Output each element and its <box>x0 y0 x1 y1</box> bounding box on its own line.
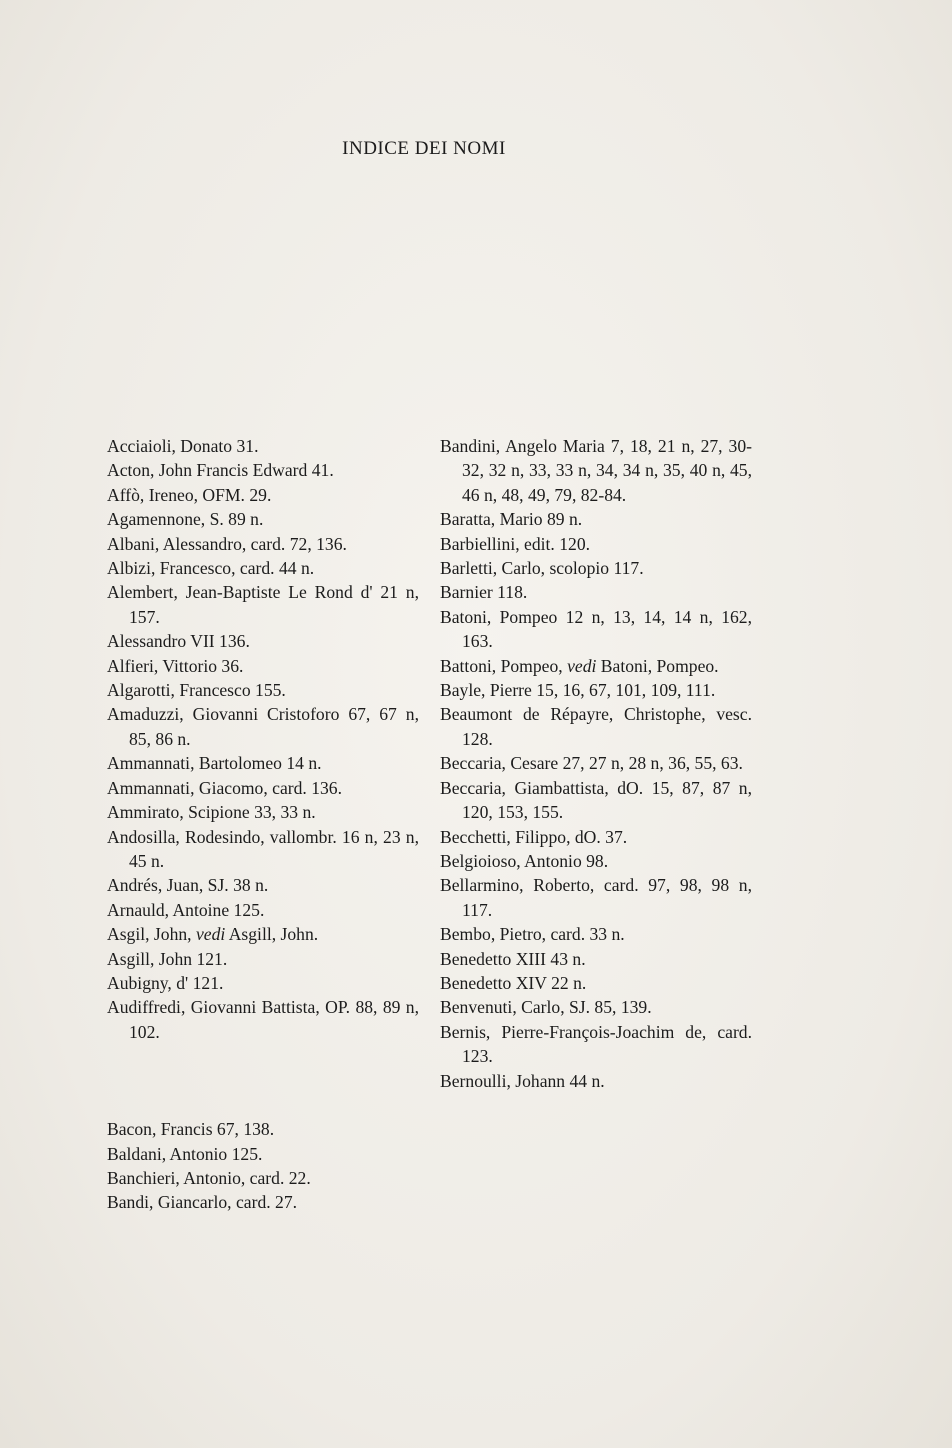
index-entry: Bandini, Angelo Maria 7, 18, 21 n, 27, 30-32, 32 n, 33, 33 n, 34, 34 n, 35, 40 n, 45, 46 n, 48, 49, 79, 82-84. <box>440 436 752 505</box>
index-entry: Ammannati, Bartolomeo 14 n. <box>107 753 322 774</box>
index-entry: Affò, Ireneo, OFM. 29. <box>107 484 272 505</box>
index-entry: Barnier 118. <box>440 582 528 603</box>
index-entry: Albizi, Francesco, card. 44 n. <box>107 558 315 579</box>
index-entry: Battoni, Pompeo, vedi Batoni, Pompeo. <box>440 655 719 676</box>
index-entry: Arnauld, Antoine 125. <box>107 899 265 920</box>
index-entry: Asgill, John 121. <box>107 948 228 969</box>
index-entry: Benedetto XIV 22 n. <box>440 972 587 993</box>
index-entry: Beaumont de Répayre, Christophe, vesc. 128. <box>440 704 752 749</box>
index-entry: Albani, Alessandro, card. 72, 136. <box>107 533 347 554</box>
index-entry: Alembert, Jean-Baptiste Le Rond d' 21 n, 157. <box>107 582 419 627</box>
index-entry: Ammannati, Giacomo, card. 136. <box>107 777 343 798</box>
index-entry: Bacon, Francis 67, 138. <box>107 1119 275 1140</box>
index-entry: Banchieri, Antonio, card. 22. <box>107 1167 311 1188</box>
index-entry: Bayle, Pierre 15, 16, 67, 101, 109, 111. <box>440 680 716 701</box>
index-entry: Bernoulli, Johann 44 n. <box>440 1070 605 1091</box>
index-column-left <box>107 434 419 1215</box>
index-entry: Bernis, Pierre-François-Joachim de, card. 123. <box>440 1021 752 1067</box>
index-entry: Aubigny, d' 121. <box>107 972 224 993</box>
index-entry: Bembo, Pietro, card. 33 n. <box>440 924 625 945</box>
index-column-right <box>440 434 752 1093</box>
index-entry: Barbiellini, edit. 120. <box>440 533 591 554</box>
index-entry: Becchetti, Filippo, dO. 37. <box>440 826 628 847</box>
index-entry: Barletti, Carlo, scolopio 117. <box>440 558 644 579</box>
index-entry: Acciaioli, Donato 31. <box>107 436 259 456</box>
index-entry: Alessandro VII 136. <box>107 631 250 652</box>
index-entry: Andrés, Juan, SJ. 38 n. <box>107 875 269 896</box>
index-entry: Beccaria, Giambattista, dO. 15, 87, 87 n, 120, 153, 155. <box>440 777 752 823</box>
index-entry: Belgioioso, Antonio 98. <box>440 850 609 871</box>
index-entry: Beccaria, Cesare 27, 27 n, 28 n, 36, 55, 63. <box>440 753 743 774</box>
index-entry: Agamennone, S. 89 n. <box>107 509 264 530</box>
index-entry: Baldani, Antonio 125. <box>107 1143 263 1164</box>
letter-group-gap <box>107 1044 419 1117</box>
page-title: INDICE DEI NOMI <box>342 138 506 159</box>
index-entry: Algarotti, Francesco 155. <box>107 680 286 701</box>
index-entry: Acton, John Francis Edward 41. <box>107 460 334 481</box>
index-entry: Asgil, John, vedi Asgill, John. <box>107 924 319 945</box>
index-entry: Alfieri, Vittorio 36. <box>107 655 244 676</box>
index-entry: Baratta, Mario 89 n. <box>440 509 583 530</box>
index-entry: Amaduzzi, Giovanni Cristoforo 67, 67 n, 85, 86 n. <box>107 704 419 749</box>
index-entry: Andosilla, Rodesindo, vallombr. 16 n, 23 n, 45 n. <box>107 826 419 871</box>
index-entry: Ammirato, Scipione 33, 33 n. <box>107 802 316 823</box>
index-entry: Benvenuti, Carlo, SJ. 85, 139. <box>440 997 652 1018</box>
index-entry: Benedetto XIII 43 n. <box>440 948 586 969</box>
index-entry: Bandi, Giancarlo, card. 27. <box>107 1192 298 1213</box>
index-entry: Audiffredi, Giovanni Battista, OP. 88, 89 n, 102. <box>107 997 419 1042</box>
index-entry: Batoni, Pompeo 12 n, 13, 14, 14 n, 162, 163. <box>440 606 752 652</box>
index-entry: Bellarmino, Roberto, card. 97, 98, 98 n, 117. <box>440 875 752 920</box>
